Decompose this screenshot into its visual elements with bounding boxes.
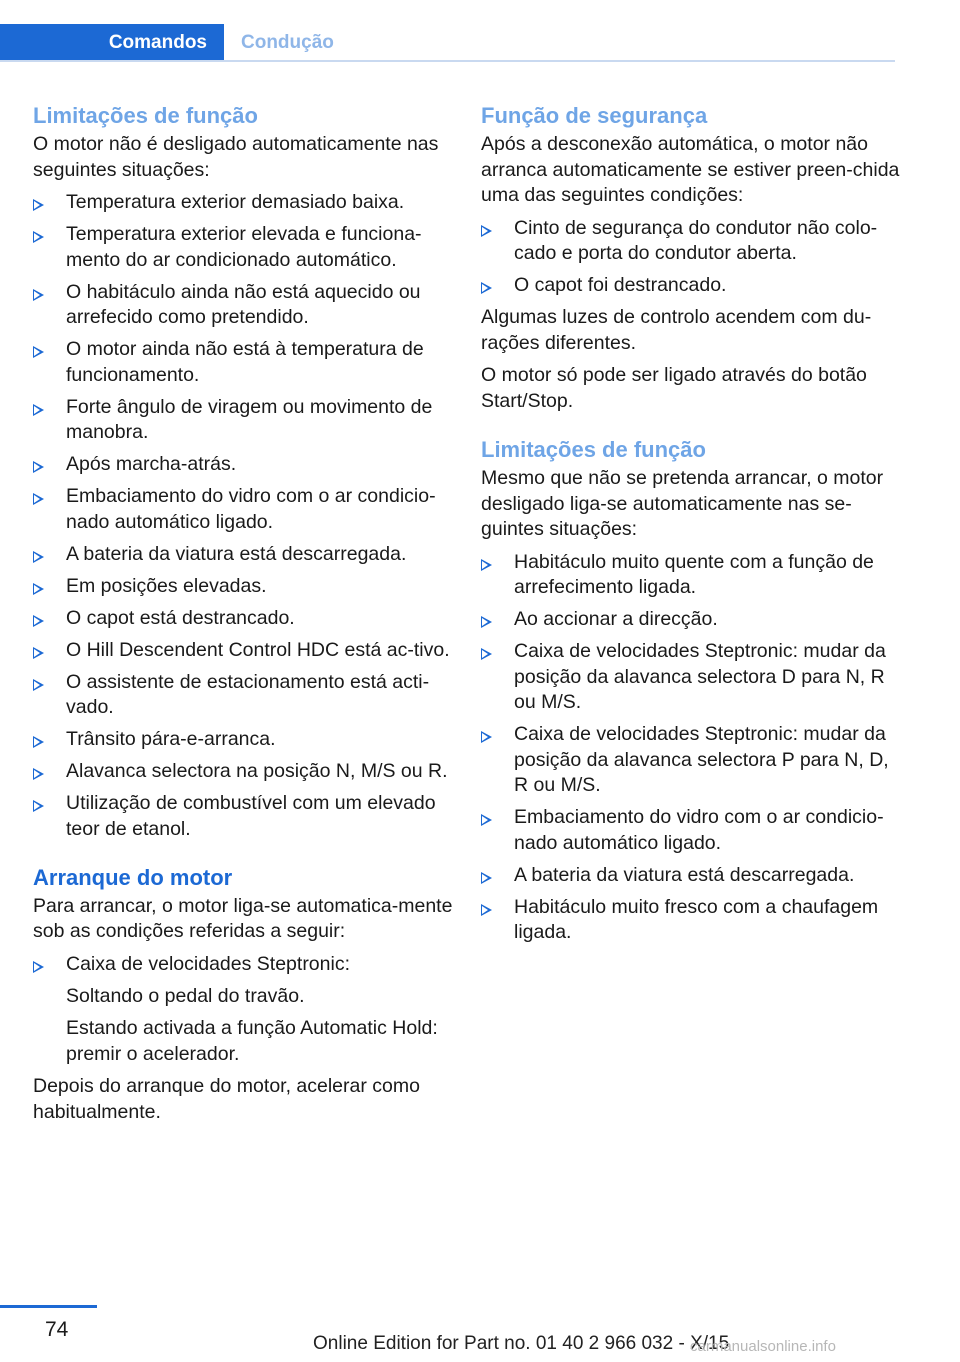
list-item: Alavanca selectora na posição N, M/S ou R. xyxy=(33,759,453,785)
triangle-bullet-icon xyxy=(33,768,44,780)
triangle-bullet-icon xyxy=(33,615,44,627)
start-list xyxy=(33,952,453,978)
list-item: Ao accionar a direcção. xyxy=(481,607,901,633)
triangle-bullet-icon xyxy=(33,551,44,563)
list-item: O motor ainda não está à temperatura de funcionamento. xyxy=(33,337,453,388)
triangle-bullet-icon xyxy=(33,647,44,659)
list-item: Temperatura exterior elevada e funciona-mento do ar condicionado automático. xyxy=(33,222,453,273)
list-item: Habitáculo muito quente com a função de arrefecimento ligada. xyxy=(481,550,901,601)
sub-item: Estando activada a função Automatic Hold: premir o acelerador. xyxy=(66,1017,438,1065)
triangle-bullet-icon xyxy=(33,736,44,748)
section-title-arranque: Arranque do motor xyxy=(33,864,233,890)
section-title-limitacoes-2: Limitações de função xyxy=(481,437,706,462)
triangle-bullet-icon xyxy=(481,904,492,916)
watermark: carmanualsonline.info xyxy=(690,1338,836,1355)
list-item: O Hill Descendent Control HDC está ac-tivo. xyxy=(33,638,453,664)
list-item: Caixa de velocidades Steptronic: xyxy=(33,952,453,978)
limitations-list xyxy=(33,190,453,842)
paragraph: O motor só pode ser ligado através do botão Start/Stop. xyxy=(481,364,867,412)
list-item: Forte ângulo de viragem ou movimento de manobra. xyxy=(33,395,453,446)
triangle-bullet-icon xyxy=(33,961,44,973)
header-divider xyxy=(0,60,895,62)
section-intro: O motor não é desligado automaticamente nas seguintes situações: xyxy=(33,133,439,181)
list-item: Embaciamento do vidro com o ar condicio-nado automático ligado. xyxy=(481,805,901,856)
sub-item: Soltando o pedal do travão. xyxy=(66,984,305,1007)
list-item: Após marcha-atrás. xyxy=(33,452,453,478)
right-column xyxy=(481,100,901,952)
list-item: O habitáculo ainda não está aquecido ou arrefecido como pretendido. xyxy=(33,280,453,331)
triangle-bullet-icon xyxy=(33,346,44,358)
list-item: Trânsito pára-e-arranca. xyxy=(33,727,453,753)
list-item: A bateria da viatura está descarregada. xyxy=(33,542,453,568)
triangle-bullet-icon xyxy=(33,289,44,301)
edition-note: Online Edition for Part no. 01 40 2 966 032 - X/15 xyxy=(313,1333,730,1354)
section-outro: Depois do arranque do motor, acelerar como habitualmente. xyxy=(33,1075,420,1123)
triangle-bullet-icon xyxy=(33,199,44,211)
list-item: A bateria da viatura está descarregada. xyxy=(481,863,901,889)
triangle-bullet-icon xyxy=(33,493,44,505)
triangle-bullet-icon xyxy=(481,872,492,884)
list-item: Caixa de velocidades Steptronic: mudar da posição da alavanca selectora P para N, D, R ou M/S. xyxy=(481,722,901,799)
triangle-bullet-icon xyxy=(33,231,44,243)
list-item: Em posições elevadas. xyxy=(33,574,453,600)
triangle-bullet-icon xyxy=(481,225,492,237)
triangle-bullet-icon xyxy=(33,800,44,812)
triangle-bullet-icon xyxy=(481,559,492,571)
list-item: Habitáculo muito fresco com a chaufagem ligada. xyxy=(481,895,901,946)
section-title-seguranca: Função de segurança xyxy=(481,103,708,128)
paragraph: Algumas luzes de controlo acendem com du-rações diferentes. xyxy=(481,306,872,354)
list-item: O assistente de estacionamento está acti-vado. xyxy=(33,670,453,721)
triangle-bullet-icon xyxy=(33,461,44,473)
section-intro: Após a desconexão automática, o motor não arranca automaticamente se estiver preen-chida uma das seguintes condições: xyxy=(481,133,900,206)
list-item: Temperatura exterior demasiado baixa. xyxy=(33,190,453,216)
list-item: Embaciamento do vidro com o ar condicio-nado automático ligado. xyxy=(33,484,453,535)
section-intro: Para arrancar, o motor liga-se automatica-mente sob as condições referidas a seguir: xyxy=(33,894,453,942)
restart-list xyxy=(481,550,901,946)
page-header xyxy=(0,0,895,62)
triangle-bullet-icon xyxy=(481,814,492,826)
list-item: O capot foi destrancado. xyxy=(481,273,901,299)
section-title-limitacoes: Limitações de função xyxy=(33,103,258,128)
tab-conducao[interactable]: Condução xyxy=(241,31,334,53)
list-item: O capot está destrancado. xyxy=(33,606,453,632)
triangle-bullet-icon xyxy=(33,583,44,595)
section-intro: Mesmo que não se pretenda arrancar, o motor desligado liga-se automaticamente nas se-guintes situações: xyxy=(481,467,884,540)
page-number: 74 xyxy=(45,1318,69,1341)
triangle-bullet-icon xyxy=(481,282,492,294)
list-item: Utilização de combustível com um elevado teor de etanol. xyxy=(33,791,453,842)
footer-accent-line xyxy=(0,1305,97,1308)
triangle-bullet-icon xyxy=(481,616,492,628)
triangle-bullet-icon xyxy=(33,404,44,416)
triangle-bullet-icon xyxy=(33,679,44,691)
safety-list xyxy=(481,216,901,299)
left-column xyxy=(33,100,453,1132)
triangle-bullet-icon xyxy=(481,648,492,660)
list-item: Caixa de velocidades Steptronic: mudar da posição da alavanca selectora D para N, R ou M/S. xyxy=(481,639,901,716)
tab-comandos[interactable]: Comandos xyxy=(0,24,224,61)
triangle-bullet-icon xyxy=(481,731,492,743)
list-item: Cinto de segurança do condutor não colo-cado e porta do condutor aberta. xyxy=(481,216,901,267)
